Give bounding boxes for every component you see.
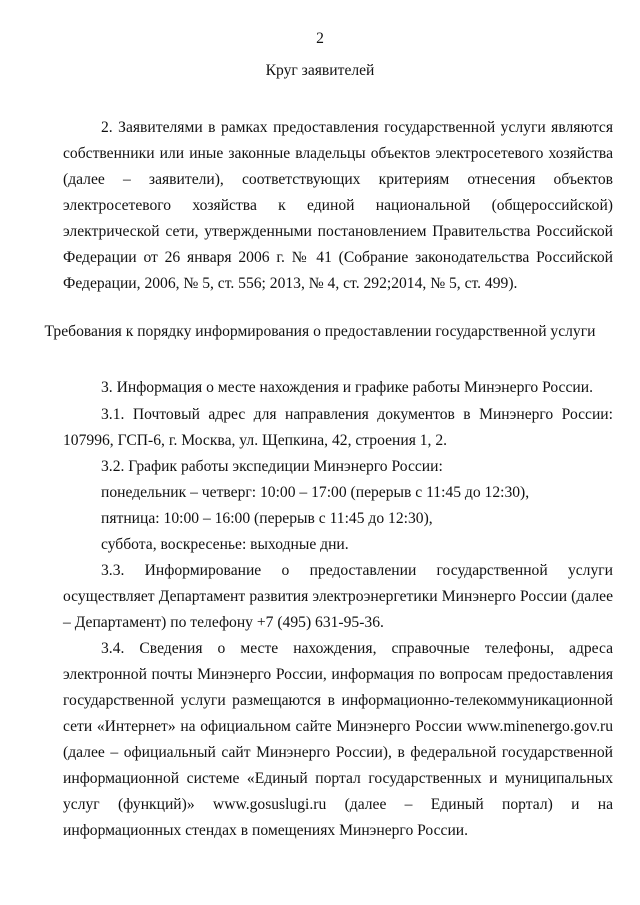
section-title-information-requirements: Требования к порядку информирования о предоставлении государственной услуги <box>44 323 596 340</box>
section-title-applicants: Круг заявителей <box>265 62 375 79</box>
schedule-friday: пятница: 10:00 – 16:00 (перерыв с 11:45 до 12:30), <box>101 510 433 527</box>
paragraph-3-2-text: 3.2. График работы экспедиции Минэнерго России: <box>101 458 443 475</box>
paragraph-2-text: 2. Заявителями в рамках предоставления государственной услуги являются собственники или иные законные владельцы объектов электросетевого хозяйства (далее – заявители), соответствующих критериям отнесения объектов электросетевого хозяйства к единой национальной (общероссийской) электрической сети, утвержденными постановлением Правительства Российской Федерации от 26 января 2006 г. № 41 (Собрание законодательства Российской Федерации, 2006, № 5, ст. 556; 2013, № 4, ст. 292;2014, № 5, ст. 499). <box>63 119 613 292</box>
schedule-mon-thu: понедельник – четверг: 10:00 – 17:00 (перерыв с 11:45 до 12:30), <box>101 484 530 501</box>
paragraph-3-3 <box>63 558 613 636</box>
paragraph-3-2 <box>63 454 613 480</box>
paragraph-3-3-text: 3.3. Информирование о предоставлении государственной услуги осуществляет Департамент развития электроэнергетики Минэнерго России (далее – Департамент) по телефону +7 (495) 631-95-36. <box>63 562 613 631</box>
paragraph-3-1 <box>63 402 613 454</box>
schedule-weekend: суббота, воскресенье: выходные дни. <box>101 536 349 553</box>
paragraph-3-text: 3. Информация о месте нахождения и графике работы Минэнерго России. <box>101 379 593 396</box>
paragraph-3-1-text: 3.1. Почтовый адрес для направления документов в Минэнерго России: 107996, ГСП-6, г. Москва, ул. Щепкина, 42, строения 1, 2. <box>63 406 613 449</box>
paragraph-3-4 <box>63 636 613 844</box>
paragraph-3 <box>63 375 613 401</box>
paragraph-2 <box>63 115 613 297</box>
page-number: 2 <box>316 30 324 47</box>
paragraph-3-4-text: 3.4. Сведения о месте нахождения, справочные телефоны, адреса электронной почты Минэнерго России, информация по вопросам предоставления государственной услуги размещаются в информационно-телекоммуникационной сети «Интернет» на официальном сайте Минэнерго России www.minenergo.gov.ru (далее – официальный сайт Минэнерго России), в федеральной государственной информационной системе «Единый портал государственных и муниципальных услуг (функций)» www.gosuslugi.ru (далее – Единый портал) и на информационных стендах в помещениях Минэнерго России. <box>63 640 613 839</box>
